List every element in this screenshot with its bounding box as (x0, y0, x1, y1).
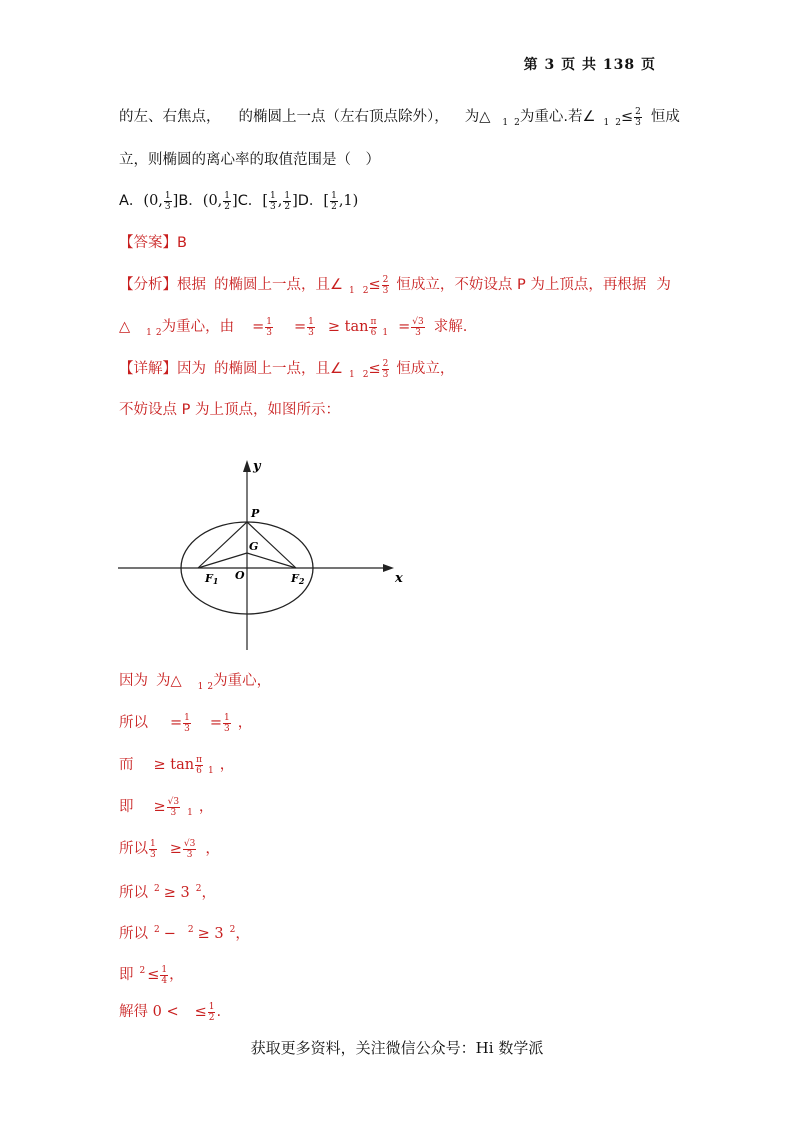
question-text: 的椭圆上一点（左右顶点除外）， (238, 109, 449, 125)
fraction: $\frac{√3}{3}$ (183, 838, 196, 860)
math-symbol: = (170, 715, 183, 731)
question-text: 为重心.若∠ (519, 109, 596, 125)
question-line-2: 立，则椭圆的离心率的取值范围是（ ） (119, 152, 380, 168)
analysis-text: 恒成立，不妨设点 P 为上顶点，再根据 (396, 277, 647, 293)
option-c-open: [ (262, 193, 268, 209)
superscript: 2 (154, 925, 160, 935)
question-text: 为△ (464, 109, 491, 125)
subscript: 1 (146, 328, 152, 338)
option-c-label: C． (237, 193, 263, 209)
step-text: 为△ (156, 673, 182, 689)
option-d-label: D． (297, 193, 324, 209)
subscript: 2 (362, 286, 369, 296)
step-line-7 (119, 919, 250, 945)
superscript: 2 (229, 925, 236, 935)
math-symbol: = (398, 319, 411, 335)
fraction: $\frac{√3}{3}$ (167, 796, 180, 818)
label-o: O (235, 569, 245, 582)
question-options (119, 190, 358, 212)
question-text: 恒成 (650, 109, 680, 125)
fraction: $\frac{2}{3}$ (382, 274, 389, 296)
option-b-value: (0, (202, 193, 223, 209)
subscript: 1 (208, 766, 214, 776)
math-symbol: − (163, 926, 176, 942)
fraction: $\frac{2}{3}$ (382, 358, 389, 380)
math-symbol: ≥ 3 (197, 926, 224, 942)
option-b-label: B． (178, 193, 203, 209)
math-symbol: ≤ (368, 361, 381, 377)
y-axis-arrow (243, 460, 251, 472)
subscript: 1 (349, 370, 355, 380)
detail-line-1 (119, 358, 454, 386)
step-text: 即 (119, 799, 134, 815)
analysis-text: 为重心，由 (161, 319, 235, 335)
subscript: 1 (349, 286, 355, 296)
subscript: 1 (197, 682, 204, 692)
subscript: 1 (382, 328, 389, 338)
option-a-value: (0, (143, 193, 163, 209)
subscript: 1 (187, 808, 193, 818)
option-b-end: ] (232, 193, 238, 209)
math-symbol: ≤ (194, 1004, 207, 1020)
math-symbol: ≤ (368, 277, 381, 293)
fraction: $\frac{1}{2}$ (284, 190, 291, 212)
label-x: x (395, 571, 403, 586)
fraction: $\frac{\pi}{6}$ (370, 316, 377, 338)
analysis-text: 为 (656, 277, 671, 293)
analysis-text: 求解. (433, 319, 468, 335)
detail-line-2: 不妨设点 P 为上顶点，如图所示： (119, 402, 340, 418)
label-g: G (249, 540, 259, 553)
step-text: 所以 (119, 885, 148, 901)
math-symbol: ≥ (169, 841, 182, 857)
fraction: $\frac{1}{3}$ (266, 316, 273, 338)
subscript: 2 (362, 370, 369, 380)
fraction: $\frac{1}{3}$ (269, 190, 276, 212)
analysis-text: △ (119, 319, 131, 335)
step-text: ， (237, 715, 253, 731)
step-text: 所以 (119, 926, 148, 942)
label-y: y (253, 459, 261, 474)
fraction: $\frac{1}{2}$ (224, 190, 231, 212)
math-symbol: ≥ tan (327, 319, 369, 335)
step-text: ， (198, 799, 214, 815)
step-line-3 (119, 754, 234, 782)
step-text: 所以 (119, 841, 148, 857)
step-text: 因为 (119, 673, 148, 689)
math-symbol: ≥ tan (153, 757, 195, 773)
math-symbol: ≥ (153, 799, 166, 815)
fraction: $\frac{√3}{3}$ (412, 316, 424, 338)
fraction: $\frac{\pi}{6}$ (196, 754, 202, 776)
step-text: ， (205, 841, 220, 857)
step-text: 即 (119, 967, 134, 983)
math-symbol: = (294, 319, 307, 335)
analysis-line-1 (119, 274, 671, 302)
fraction: $\frac{2}{3}$ (635, 106, 641, 128)
fraction: $\frac{1}{3}$ (224, 712, 230, 734)
fraction: $\frac{1}{3}$ (308, 316, 314, 338)
question-text: 的左、右焦点， (119, 109, 221, 125)
option-c-sep: , (277, 193, 283, 209)
math-symbol: ≤ (147, 967, 160, 983)
step-text: ， (169, 967, 184, 983)
option-a-label: A． (119, 193, 144, 209)
subscript: 1 (603, 118, 610, 128)
detail-text: 【详解】因为 (119, 361, 206, 377)
superscript: 2 (154, 884, 160, 894)
superscript: 2 (139, 966, 146, 976)
fraction: $\frac{1}{2}$ (331, 190, 337, 212)
superscript: 2 (187, 925, 194, 935)
step-text: 所以 (119, 715, 148, 731)
analysis-text: 的椭圆上一点，且∠ (214, 277, 343, 293)
answer-line: 【答案】B (119, 235, 187, 251)
subscript: 1 (502, 118, 509, 128)
math-symbol: ≤ (620, 109, 634, 125)
superscript: 2 (195, 884, 202, 894)
step-text: ， (201, 885, 216, 901)
step-text: ， (219, 757, 235, 773)
option-c-end: ] (292, 193, 298, 209)
detail-text: 恒成立， (396, 361, 455, 377)
step-line-1 (119, 670, 271, 698)
fraction: $\frac{1}{3}$ (150, 838, 156, 860)
step-text: 而 (119, 757, 134, 773)
fraction: $\frac{1}{4}$ (161, 964, 168, 986)
footer-note: 获取更多资料，关注微信公众号：Hi 数学派 (250, 1039, 544, 1057)
fraction: $\frac{1}{3}$ (184, 712, 190, 734)
step-line-2 (119, 712, 252, 734)
x-axis-arrow (383, 564, 394, 572)
fraction: $\frac{1}{2}$ (208, 1001, 215, 1023)
option-a-end: ] (172, 193, 179, 209)
subscript: 2 (155, 328, 162, 338)
detail-text: 的椭圆上一点，且∠ (214, 361, 343, 377)
step-text: ， (235, 926, 250, 942)
option-d-end: ,1) (338, 193, 359, 209)
step-line-6 (119, 878, 216, 904)
subscript: 2 (207, 682, 214, 692)
step-text: . (216, 1004, 222, 1020)
fraction: $\frac{1}{3}$ (164, 190, 171, 212)
step-line-9 (119, 1001, 221, 1023)
step-line-4 (119, 796, 213, 824)
ellipse-figure (110, 452, 420, 657)
step-text: 为重心， (213, 673, 272, 689)
label-f2: F2 (291, 572, 305, 586)
label-f1: F1 (205, 572, 219, 586)
subscript: 2 (514, 118, 520, 128)
subscript: 2 (615, 118, 621, 128)
step-text: 解得 0 < (119, 1004, 179, 1020)
page-number-label: 第 3 页 共 138 页 (523, 57, 656, 73)
step-line-5 (119, 838, 220, 860)
math-symbol: = (209, 715, 223, 731)
question-line-1 (119, 106, 680, 134)
option-d-open: [ (323, 193, 330, 209)
analysis-text: 【分析】根据 (119, 277, 206, 293)
analysis-line-2 (119, 316, 467, 344)
label-p: P (251, 507, 260, 520)
math-symbol: ≥ 3 (163, 885, 190, 901)
math-symbol: = (252, 319, 265, 335)
step-line-8 (119, 960, 184, 986)
